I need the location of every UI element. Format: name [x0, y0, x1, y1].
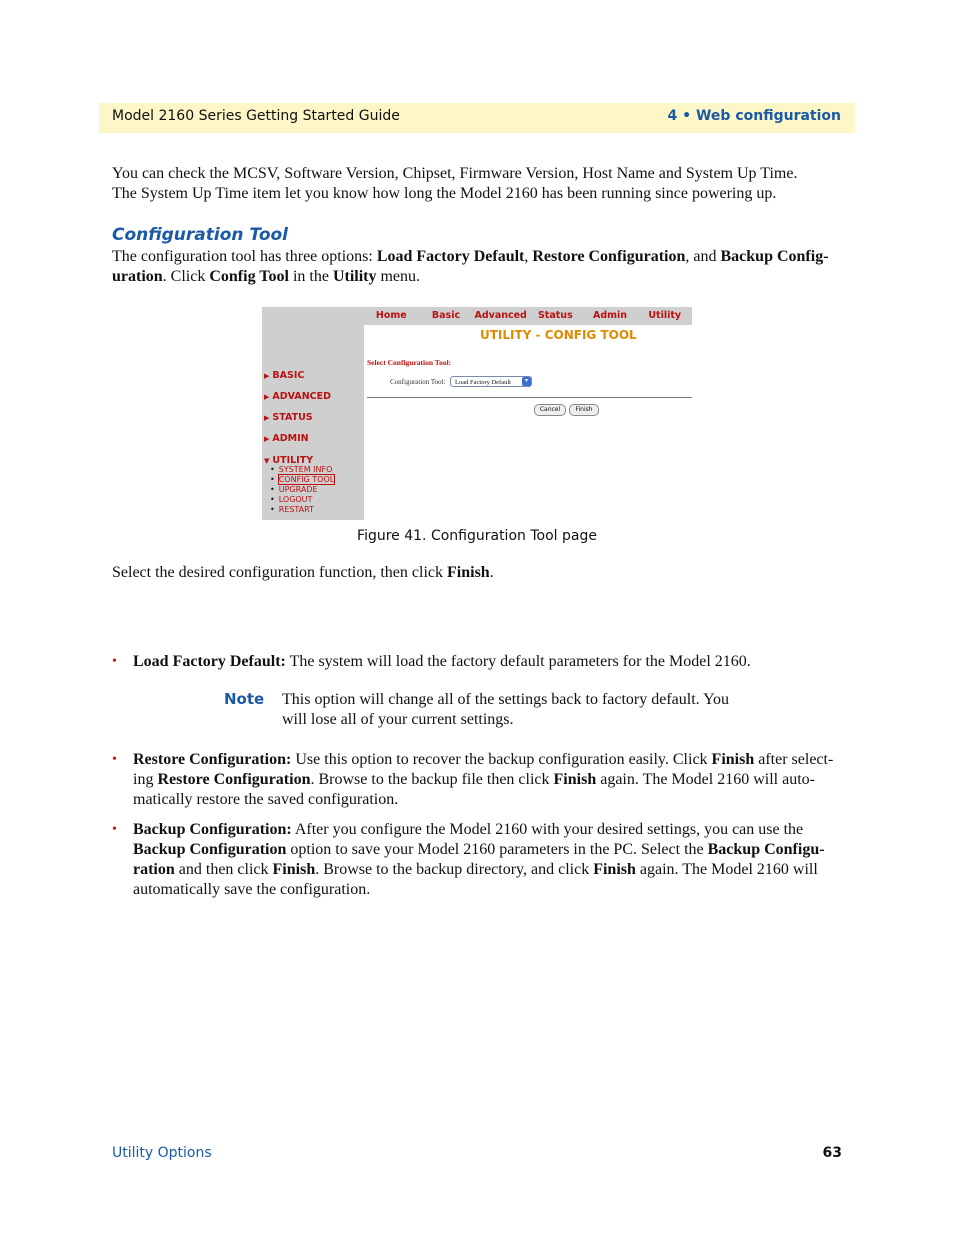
bullet-load-factory: Load Factory Default: The system will load the factory default parameters for the Model 2160. [133, 653, 751, 670]
bullet-icon: • [270, 485, 275, 494]
cancel-button[interactable]: Cancel [534, 404, 566, 416]
top-nav-advanced[interactable]: Advanced [474, 310, 527, 321]
config-tool-label: Configuration Tool: [390, 378, 446, 386]
triangle-right-icon: ▶ [264, 435, 270, 443]
page-number: 63 [822, 1145, 842, 1161]
sub-nav-system-info[interactable]: • SYSTEM INFO [270, 465, 333, 474]
top-nav-home[interactable]: Home [375, 310, 407, 321]
dropdown-value: Load Factory Default [455, 379, 511, 386]
config-line-2: uration. Click Config Tool in the Utility menu. [112, 268, 421, 285]
sub-nav-upgrade[interactable]: • UPGRADE [270, 485, 318, 494]
finish-button[interactable]: Finish [569, 404, 599, 416]
side-nav-basic[interactable]: ▶ BASIC [264, 370, 305, 381]
running-header [99, 103, 855, 133]
bullet-backup: Backup Configuration: After you configure the Model 2160 with your desired settings, you can use the Backup Configuration option to save your Model 2160 parameters in the PC. Select the Backup Configu- ration and then click Finish. Browse to the backup directory, and click Finish again. The Model 2160 will automatically save the configuration. [133, 821, 825, 898]
bullet-icon: • [270, 465, 275, 474]
config-line-1: The configuration tool has three options: Load Factory Default, Restore Configuration, and Backup Config- [112, 248, 829, 265]
triangle-right-icon: ▶ [264, 393, 270, 401]
side-nav-admin[interactable]: ▶ ADMIN [264, 433, 309, 444]
top-nav-admin[interactable]: Admin [592, 310, 628, 321]
side-nav-advanced[interactable]: ▶ ADVANCED [264, 391, 331, 402]
side-nav [262, 307, 364, 520]
bullet-icon: • [112, 752, 117, 767]
figure-caption: Figure 41. Configuration Tool page [357, 528, 597, 544]
section-title: Configuration Tool [112, 225, 289, 245]
intro-paragraph [112, 164, 847, 204]
top-nav-status[interactable]: Status [537, 310, 573, 321]
side-nav-utility[interactable]: ▼ UTILITY [264, 455, 314, 466]
note-label: Note [224, 690, 265, 708]
sub-nav-logout[interactable]: • LOGOUT [270, 495, 313, 504]
sub-nav-config-tool[interactable]: • CONFIG TOOL [270, 475, 335, 484]
note-text: This option will change all of the settings back to factory default. You will lose all of your current settings. [282, 691, 730, 728]
side-nav-status[interactable]: ▶ STATUS [264, 412, 313, 423]
intro-line-2: The System Up Time item let you know how long the Model 2160 has been running since powering up. [112, 185, 777, 202]
footer-section-name: Utility Options [112, 1145, 212, 1161]
bullet-icon: • [112, 822, 117, 837]
config-tool-screenshot [262, 307, 692, 520]
figure-page-title: UTILITY - CONFIG TOOL [480, 328, 637, 342]
intro-line-1: You can check the MCSV, Software Version, Chipset, Firmware Version, Host Name and System Up Time. [112, 165, 798, 182]
dropdown-arrow-icon: ▾ [522, 377, 531, 386]
divider [367, 397, 692, 398]
header-chapter: 4 • Web configuration [667, 108, 841, 124]
select-paragraph: Select the desired configuration function, then click Finish. [112, 564, 494, 581]
triangle-down-icon: ▼ [264, 457, 270, 465]
top-nav-utility[interactable]: Utility [648, 310, 682, 321]
config-tool-dropdown[interactable] [450, 376, 532, 387]
bullet-icon: • [270, 475, 275, 484]
bullet-icon: • [270, 505, 275, 514]
header-guide-title: Model 2160 Series Getting Started Guide [112, 108, 400, 124]
top-nav-basic[interactable]: Basic [431, 310, 461, 321]
bullet-icon: • [270, 495, 275, 504]
sub-nav-restart[interactable]: • RESTART [270, 505, 315, 514]
triangle-right-icon: ▶ [264, 414, 270, 422]
top-nav [364, 307, 692, 325]
select-tool-label: Select Configuration Tool: [367, 358, 452, 367]
bullet-restore: Restore Configuration: Use this option to recover the backup configuration easily. Click Finish after select- ing Restore Configuration. Browse to the backup file then click Finish again. The Model 2160 will auto- matically restore the saved configuration. [133, 751, 834, 808]
triangle-right-icon: ▶ [264, 372, 270, 380]
config-paragraph [112, 247, 847, 287]
bullet-icon: • [112, 654, 117, 669]
